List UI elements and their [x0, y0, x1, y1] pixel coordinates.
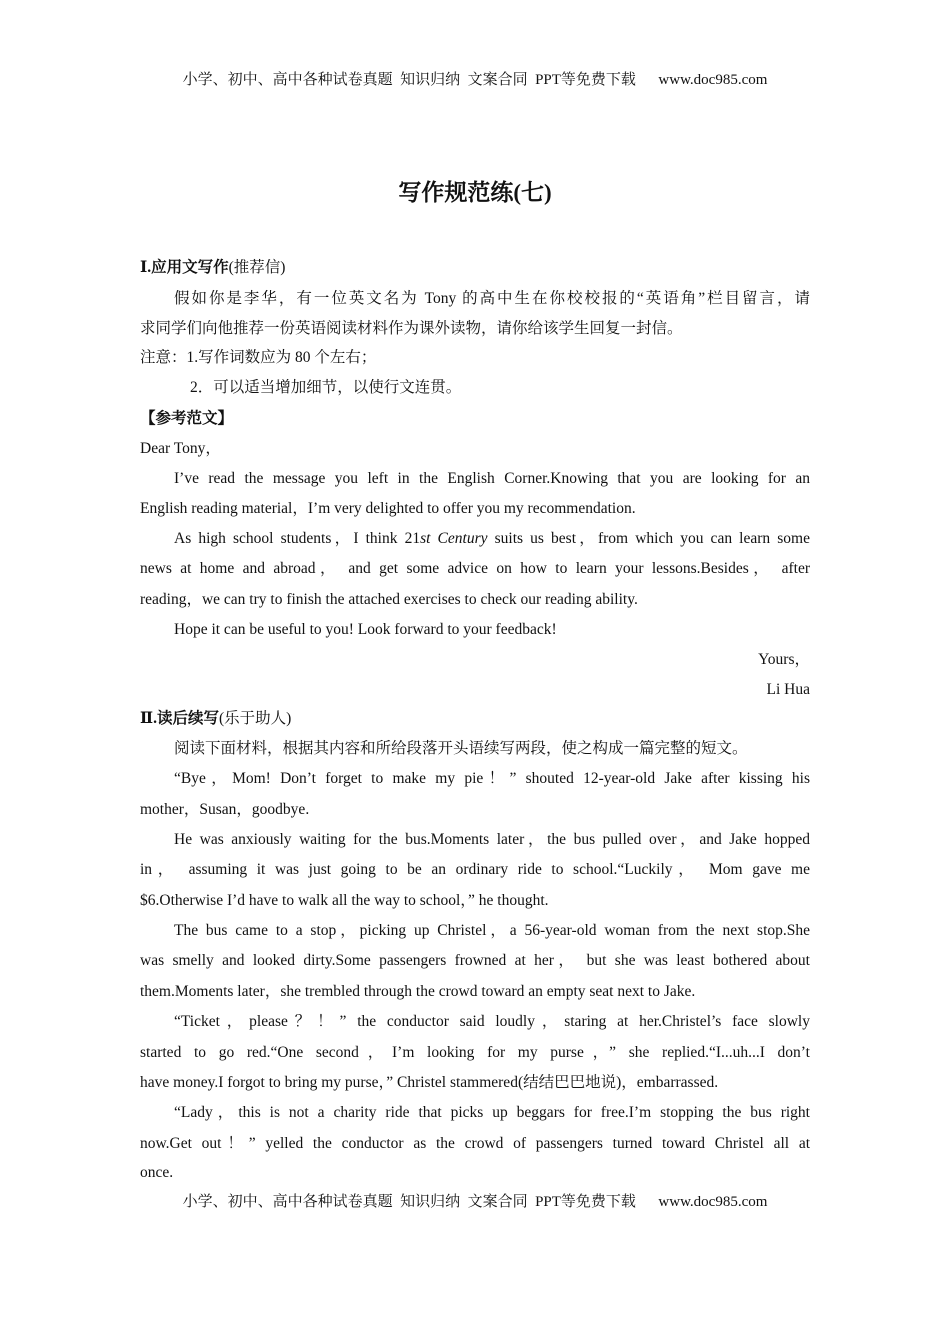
- letter-salutation: Dear Tony，: [140, 440, 221, 457]
- letter-line: I’ve read the message you left in the English Corner.Knowing that you are looking for an: [174, 470, 810, 487]
- section-1-topic: (推荐信): [228, 259, 286, 276]
- story-line: “Ticket，please？！” the conductor said loudly，staring at her.Christel’s face slowly: [174, 1013, 810, 1030]
- prompt-line: 求同学们向他推荐一份英语阅读材料作为课外读物，请你给该学生回复一封信。: [140, 320, 683, 337]
- story-line: have money.I forgot to bring my purse，” Christel stammered(结结巴巴地说)，embarrassed.: [140, 1074, 719, 1091]
- letter-line: [174, 529, 810, 549]
- story-line: The bus came to a stop，picking up Christel，a 56-year-old woman from the next stop.She: [174, 922, 810, 939]
- letter-text: As high school students，I think 21: [174, 530, 421, 547]
- letter-line: news at home and abroad， and get some advice on how to learn your lessons.Besides， after: [140, 560, 810, 577]
- section-2-topic: (乐于助人): [218, 710, 292, 727]
- story-line: now.Get out！” yelled the conductor as the crowd of passengers turned toward Christel all at: [140, 1135, 810, 1152]
- letter-line: reading，we can try to finish the attached exercises to check our reading ability.: [140, 591, 638, 608]
- letter-text: suits us best，from which you can learn some: [487, 530, 810, 547]
- story-line: “Bye，Mom! Don’t forget to make my pie！” shouted 12-year-old Jake after kissing his: [174, 770, 810, 787]
- story-line: was smelly and looked dirty.Some passengers frowned at her， but she was least bothered about: [140, 952, 810, 969]
- page-title: 写作规范练(七): [398, 180, 552, 205]
- letter-line: Hope it can be useful to you! Look forward to your feedback!: [174, 621, 557, 638]
- newspaper-title: st Century: [420, 530, 488, 547]
- note-line: 注意：1.写作词数应为 80 个左右；: [140, 349, 377, 366]
- section-1-heading: [140, 258, 810, 278]
- section-2-label: Ⅱ.读后续写: [140, 710, 219, 727]
- story-line: He was anxiously waiting for the bus.Moments later，the bus pulled over，and Jake hopped: [174, 831, 810, 848]
- instruction-line: 阅读下面材料，根据其内容和所给段落开头语续写两段，使之构成一篇完整的短文。: [174, 740, 748, 757]
- page-header: 小学、初中、高中各种试卷真题 知识归纳 文案合同 PPT等免费下载 www.doc985.com: [182, 72, 768, 88]
- letter-line: English reading material，I’m very delighted to offer you my recommendation.: [140, 500, 636, 517]
- story-line: started to go red.“One second，I’m looking for my purse，” she replied.“I...uh...I don’t: [140, 1044, 810, 1061]
- letter-signature: Li Hua: [766, 681, 810, 698]
- story-line: in， assuming it was just going to be an ordinary ride to school.“Luckily， Mom gave me: [140, 861, 810, 878]
- prompt-line: 假如你是李华，有一位英文名为 Tony 的高中生在你校校报的“英语角”栏目留言，请: [174, 290, 810, 307]
- reference-label: 【参考范文】: [140, 410, 234, 427]
- section-1-label: Ⅰ.应用文写作: [140, 259, 229, 276]
- note-line: 2．可以适当增加细节，以使行文连贯。: [190, 379, 462, 396]
- section-2-heading: [140, 709, 810, 729]
- story-line: mother，Susan，goodbye.: [140, 801, 310, 818]
- story-line: them.Moments later，she trembled through the crowd toward an empty seat next to Jake.: [140, 983, 696, 1000]
- page-footer: 小学、初中、高中各种试卷真题 知识归纳 文案合同 PPT等免费下载 www.doc985.com: [182, 1194, 768, 1210]
- story-line: “Lady，this is not a charity ride that picks up beggars for free.I’m stopping the bus right: [174, 1104, 810, 1121]
- letter-closing: Yours，: [758, 651, 810, 668]
- story-line: $6.Otherwise I’d have to walk all the way to school，” he thought.: [140, 892, 549, 909]
- story-line: once.: [140, 1164, 174, 1181]
